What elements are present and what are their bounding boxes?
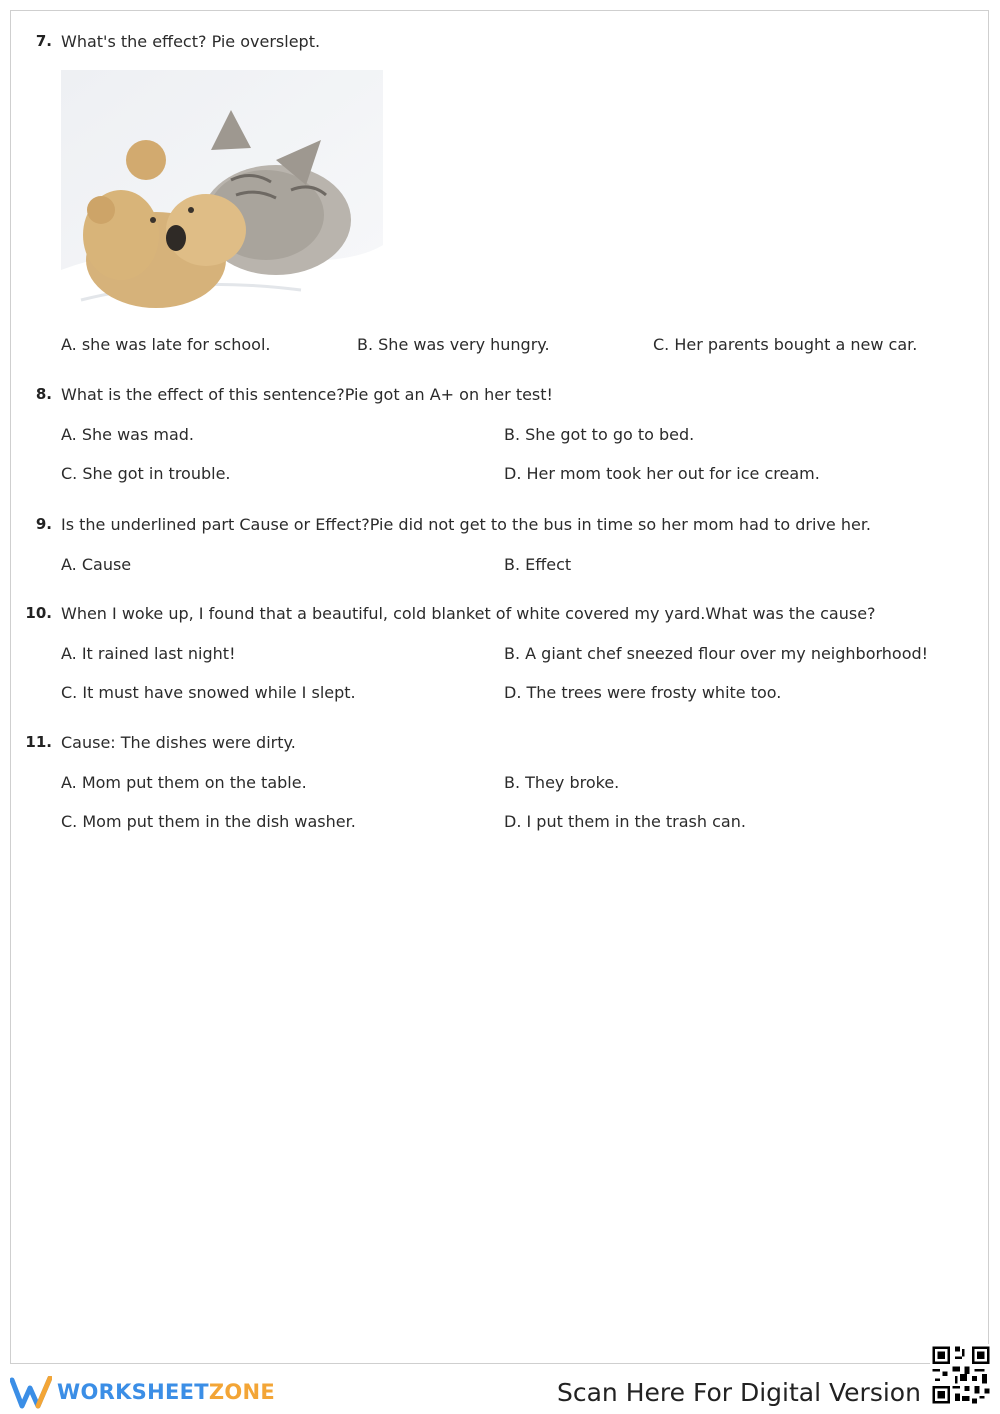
question-number: 9. — [35, 515, 52, 533]
worksheetzone-logo-text — [57, 1380, 275, 1404]
question-number: 8. — [35, 385, 52, 403]
option-c[interactable]: C. It must have snowed while I slept. — [61, 683, 356, 702]
option-a[interactable]: A. she was late for school. — [61, 335, 271, 354]
option-a[interactable]: A. Mom put them on the table. — [61, 773, 307, 792]
option-c[interactable]: C. Her parents bought a new car. — [653, 335, 918, 354]
option-b[interactable]: B. She got to go to bed. — [504, 425, 695, 444]
qr-code-icon[interactable] — [930, 1344, 992, 1406]
logo-text-part2: ZONE — [208, 1380, 276, 1404]
worksheetzone-logo-icon — [10, 1376, 52, 1410]
question-text: Is the underlined part Cause or Effect?Pie did not get to the bus in time so her mom had to drive her. — [61, 515, 872, 534]
option-b[interactable]: B. A giant chef sneezed flour over my neighborhood! — [504, 644, 929, 663]
logo-text-part1: WORKSHEET — [57, 1380, 209, 1404]
option-d[interactable]: D. I put them in the trash can. — [504, 812, 746, 831]
option-c[interactable]: C. She got in trouble. — [61, 464, 231, 483]
question-text: Cause: The dishes were dirty. — [61, 733, 296, 752]
question-number: 11. — [25, 733, 52, 751]
question-number: 10. — [25, 604, 52, 622]
option-d[interactable]: D. The trees were frosty white too. — [504, 683, 782, 702]
question-text: What is the effect of this sentence?Pie got an A+ on her test! — [61, 385, 553, 404]
option-b[interactable]: B. They broke. — [504, 773, 620, 792]
scan-instruction: Scan Here For Digital Version — [557, 1378, 921, 1407]
option-b[interactable]: B. She was very hungry. — [357, 335, 550, 354]
question-text: When I woke up, I found that a beautiful, cold blanket of white covered my yard.What was the cause? — [61, 604, 876, 623]
option-d[interactable]: D. Her mom took her out for ice cream. — [504, 464, 820, 483]
question-number: 7. — [35, 32, 52, 50]
option-c[interactable]: C. Mom put them in the dish washer. — [61, 812, 356, 831]
option-b[interactable]: B. Effect — [504, 555, 572, 574]
option-a[interactable]: A. She was mad. — [61, 425, 195, 444]
option-a[interactable]: A. It rained last night! — [61, 644, 236, 663]
kitten-photo — [61, 70, 383, 318]
option-a[interactable]: A. Cause — [61, 555, 132, 574]
question-text: What's the effect? Pie overslept. — [61, 32, 321, 51]
